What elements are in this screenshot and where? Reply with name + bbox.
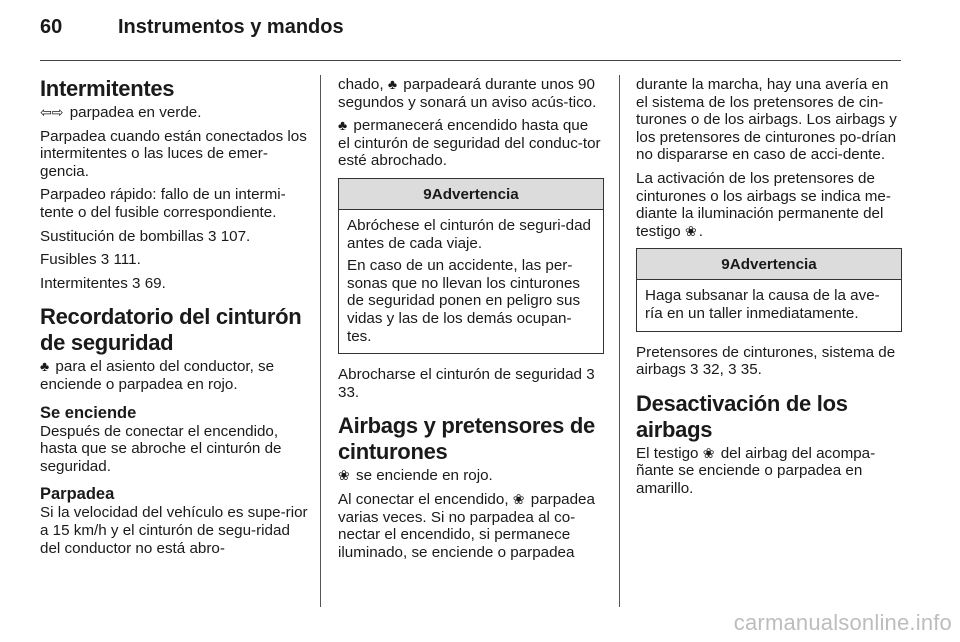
reference-pretensioners: Pretensores de cinturones, sistema de airbags 3 32, 3 35. [636, 343, 896, 379]
paragraph-turn-fast: Parpadeo rápido: fallo de un intermi-tente o del fusible correspondiente. [40, 186, 286, 221]
page-ref-icon: 3 [208, 227, 217, 245]
reference-turn: Intermitentes 3 69. [40, 274, 166, 292]
warning-box-airbag [636, 248, 902, 331]
warning-body [339, 210, 603, 353]
page-ref-icon: 3 [132, 274, 141, 292]
subheading-on: Se enciende [40, 403, 137, 422]
paragraph-airbag-on: ❀ se enciende en rojo. [338, 467, 493, 485]
paragraph-airbag-ignition: Al conectar el encendido, ❀ parpadea varias veces. Si no parpadea al co-nectar el encendido, si permanece iluminado, se enciende o parpadea [338, 490, 595, 561]
turn-signal-icon: ⇦⇨ [40, 104, 64, 120]
reference-bulbs: Sustitución de bombillas 3 107. [40, 227, 251, 245]
column-3 [636, 64, 902, 504]
warning-text-1: Abróchese el cinturón de seguri-dad antes de cada viaje. [347, 216, 591, 252]
page-ref-icon: 3 [100, 251, 110, 269]
page-number: 60 [40, 16, 63, 38]
seatbelt-icon: ♣ [40, 358, 50, 375]
airbag-off-icon: ❀ [702, 444, 715, 461]
paragraph-flash: Si la velocidad del vehículo es supe-rior a 15 km/h y el cinturón de segu-ridad del conductor no está abro- [40, 504, 308, 557]
column-divider-2 [619, 75, 620, 607]
page-header [40, 16, 900, 50]
airbag-icon: ❀ [512, 490, 525, 507]
page-ref-icon: 3 [690, 361, 699, 379]
heading-seatbelt-reminder: Recordatorio del cinturón de seguridad [40, 304, 302, 356]
warning-header: 9Advertencia [637, 249, 901, 280]
paragraph-turn-when: Parpadea cuando están conectados los intermitentes o las luces de emer-gencia. [40, 127, 307, 180]
column-2 [338, 64, 604, 567]
paragraph-stays: ♣ permanecerá encendido hasta que el cinturón de seguridad del conduc-tor esté abrochado. [338, 117, 601, 170]
warning-icon: 9 [721, 256, 730, 274]
warning-header: 9Advertencia [339, 179, 603, 210]
warning-text-2: En caso de un accidente, las per-sonas que no llevan los cinturones de seguridad ponen en peligro sus vidas y las de los demás ocupan-tes. [347, 257, 581, 345]
seatbelt-icon: ♣ [338, 117, 348, 134]
paragraph-turn-green: ⇦⇨ parpadea en verde. [40, 104, 202, 121]
heading-deactivation: Desactivación de los airbags [636, 390, 848, 442]
page-title: Instrumentos y mandos [118, 16, 344, 38]
reference-fasten: Abrocharse el cinturón de seguridad 3 33. [338, 366, 595, 401]
warning-text-1: Haga subsanar la causa de la ave-ría en un taller inmediatamente. [645, 287, 880, 322]
paragraph-reminder: ♣ para el asiento del conductor, se enciende o parpadea en rojo. [40, 358, 275, 393]
warning-box-seatbelt [338, 178, 604, 354]
paragraph-deactivation: El testigo ❀ del airbag del acompa-ñante se enciende o parpadea en amarillo. [636, 444, 876, 497]
heading-intermitentes: Intermitentes [40, 76, 175, 101]
airbag-icon: ❀ [338, 467, 350, 484]
watermark: carmanualsonline.info [733, 610, 952, 635]
heading-airbags: Airbags y pretensores de cinturones [338, 413, 595, 465]
warning-icon: 9 [423, 185, 432, 203]
airbag-icon: ❀ [684, 222, 697, 239]
subheading-flash: Parpadea [40, 485, 115, 504]
paragraph-activation: La activación de los pretensores de cinturones o los airbags se indica me-diante la iluminación permanente del testigo ❀ . [636, 169, 891, 240]
reference-fuses: Fusibles 3 111. [40, 251, 141, 269]
warning-body [637, 280, 901, 330]
paragraph-on: Después de conectar el encendido, hasta que se abroche el cinturón de seguridad. [40, 422, 282, 475]
seatbelt-icon: ♣ [387, 76, 398, 92]
column-divider-1 [320, 75, 321, 607]
page-ref-icon: 3 [728, 361, 737, 379]
paragraph-airbag-fault: durante la marcha, hay una avería en el sistema de los pretensores de cin-turones o de los airbags. Los airbags y los pretensores de cinturones po-drían no dispararse en caso de acci-dente. [636, 76, 897, 164]
column-1 [40, 64, 308, 563]
header-rule [40, 60, 901, 61]
page-ref-icon: 3 [586, 366, 595, 384]
paragraph-flash-cont: chado, ♣ parpadeará durante unos 90 segundos y sonará un aviso acús-tico. [338, 76, 597, 111]
